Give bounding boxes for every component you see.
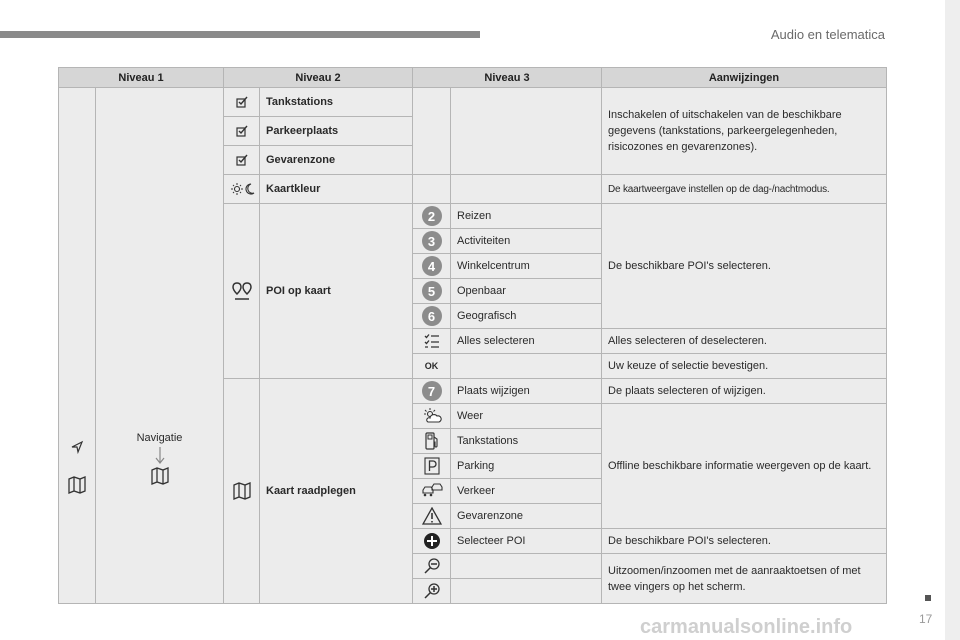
option-gevarenzone-offline[interactable]: Gevarenzone bbox=[451, 504, 602, 529]
select-all-note: Alles selecteren of deselecteren. bbox=[602, 329, 887, 354]
group1-note: Inschakelen of uitschakelen van de beschikbare gegevens (tankstations, parkeergelegenheden, risicozones en gevarenzones). bbox=[602, 88, 887, 175]
ok-note: Uw keuze of selectie bevestigen. bbox=[602, 354, 887, 379]
option-parking[interactable]: Parking bbox=[451, 454, 602, 479]
plaats-note: De plaats selecteren of wijzigen. bbox=[602, 379, 887, 404]
checkbox-icon[interactable] bbox=[224, 146, 260, 175]
header-rule bbox=[0, 31, 480, 38]
page-number: 17 bbox=[919, 612, 933, 626]
menu-table bbox=[58, 67, 887, 604]
fuel-pump-icon[interactable] bbox=[413, 429, 451, 454]
header-niveau-2: Niveau 2 bbox=[224, 68, 413, 88]
watermark: carmanualsonline.info bbox=[640, 616, 853, 638]
map-icon[interactable] bbox=[224, 379, 260, 604]
table-header-row bbox=[59, 68, 887, 88]
select-all-icon[interactable] bbox=[413, 329, 451, 354]
page-bullet bbox=[925, 595, 931, 601]
zoom-note: Uitzoomen/inzoomen met de aanraaktoetsen of met twee vingers op het scherm. bbox=[602, 554, 887, 604]
option-openbaar[interactable]: Openbaar bbox=[451, 279, 602, 304]
level1-cell bbox=[59, 88, 96, 604]
empty-cell bbox=[451, 579, 602, 604]
zoom-out-icon[interactable] bbox=[413, 554, 451, 579]
option-geografisch[interactable]: Geografisch bbox=[451, 304, 602, 329]
checkbox-icon[interactable] bbox=[224, 88, 260, 117]
down-arrow-icon bbox=[102, 447, 217, 465]
empty-cell bbox=[413, 175, 451, 204]
option-alles-selecteren[interactable]: Alles selecteren bbox=[451, 329, 602, 354]
empty-cell bbox=[451, 175, 602, 204]
parking-icon[interactable] bbox=[413, 454, 451, 479]
empty-cell bbox=[451, 354, 602, 379]
number-badge: 2 bbox=[413, 204, 451, 229]
selecteer-note: De beschikbare POI's selecteren. bbox=[602, 529, 887, 554]
table-row bbox=[59, 88, 887, 117]
checkbox-icon[interactable] bbox=[224, 117, 260, 146]
number-badge: 7 bbox=[413, 379, 451, 404]
zoom-in-icon[interactable] bbox=[413, 579, 451, 604]
header-aanwijzingen: Aanwijzingen bbox=[602, 68, 887, 88]
add-circle-icon[interactable] bbox=[413, 529, 451, 554]
option-selecteer-poi[interactable]: Selecteer POI bbox=[451, 529, 602, 554]
option-kaart-raadplegen[interactable]: Kaart raadplegen bbox=[260, 379, 413, 604]
option-gevarenzone[interactable]: Gevarenzone bbox=[260, 146, 413, 175]
option-plaats-wijzigen[interactable]: Plaats wijzigen bbox=[451, 379, 602, 404]
number-badge: 6 bbox=[413, 304, 451, 329]
option-weer[interactable]: Weer bbox=[451, 404, 602, 429]
map-icon bbox=[102, 467, 217, 485]
empty-cell bbox=[451, 554, 602, 579]
day-night-icon[interactable] bbox=[224, 175, 260, 204]
map-icon bbox=[65, 476, 89, 494]
option-tankstations-offline[interactable]: Tankstations bbox=[451, 429, 602, 454]
level2-label: Navigatie bbox=[136, 432, 183, 444]
option-reizen[interactable]: Reizen bbox=[451, 204, 602, 229]
offline-note: Offline beschikbare informatie weergeven op de kaart. bbox=[602, 404, 887, 529]
number-badge: 5 bbox=[413, 279, 451, 304]
empty-cell bbox=[451, 88, 602, 175]
number-badge: 4 bbox=[413, 254, 451, 279]
ok-button[interactable]: OK bbox=[413, 354, 451, 379]
kaartkleur-note: De kaartweergave instellen op de dag-/nachtmodus. bbox=[602, 175, 887, 204]
option-tankstations[interactable]: Tankstations bbox=[260, 88, 413, 117]
option-verkeer[interactable]: Verkeer bbox=[451, 479, 602, 504]
warning-icon[interactable] bbox=[413, 504, 451, 529]
empty-cell bbox=[413, 88, 451, 175]
page-edge-strip bbox=[945, 0, 960, 640]
poi-icon[interactable] bbox=[224, 204, 260, 379]
page-title: Audio en telematica bbox=[770, 27, 885, 42]
poi-note: De beschikbare POI's selecteren. bbox=[602, 204, 887, 329]
number-badge: 3 bbox=[413, 229, 451, 254]
traffic-icon[interactable] bbox=[413, 479, 451, 504]
option-parkeerplaats[interactable]: Parkeerplaats bbox=[260, 117, 413, 146]
option-activiteiten[interactable]: Activiteiten bbox=[451, 229, 602, 254]
option-winkelcentrum[interactable]: Winkelcentrum bbox=[451, 254, 602, 279]
navigation-arrow-icon bbox=[65, 440, 89, 454]
option-poi-op-kaart[interactable]: POI op kaart bbox=[260, 204, 413, 379]
level2-navigatie-cell bbox=[96, 88, 224, 604]
header-niveau-3: Niveau 3 bbox=[413, 68, 602, 88]
option-kaartkleur[interactable]: Kaartkleur bbox=[260, 175, 413, 204]
weather-icon[interactable] bbox=[413, 404, 451, 429]
header-niveau-1: Niveau 1 bbox=[59, 68, 224, 88]
